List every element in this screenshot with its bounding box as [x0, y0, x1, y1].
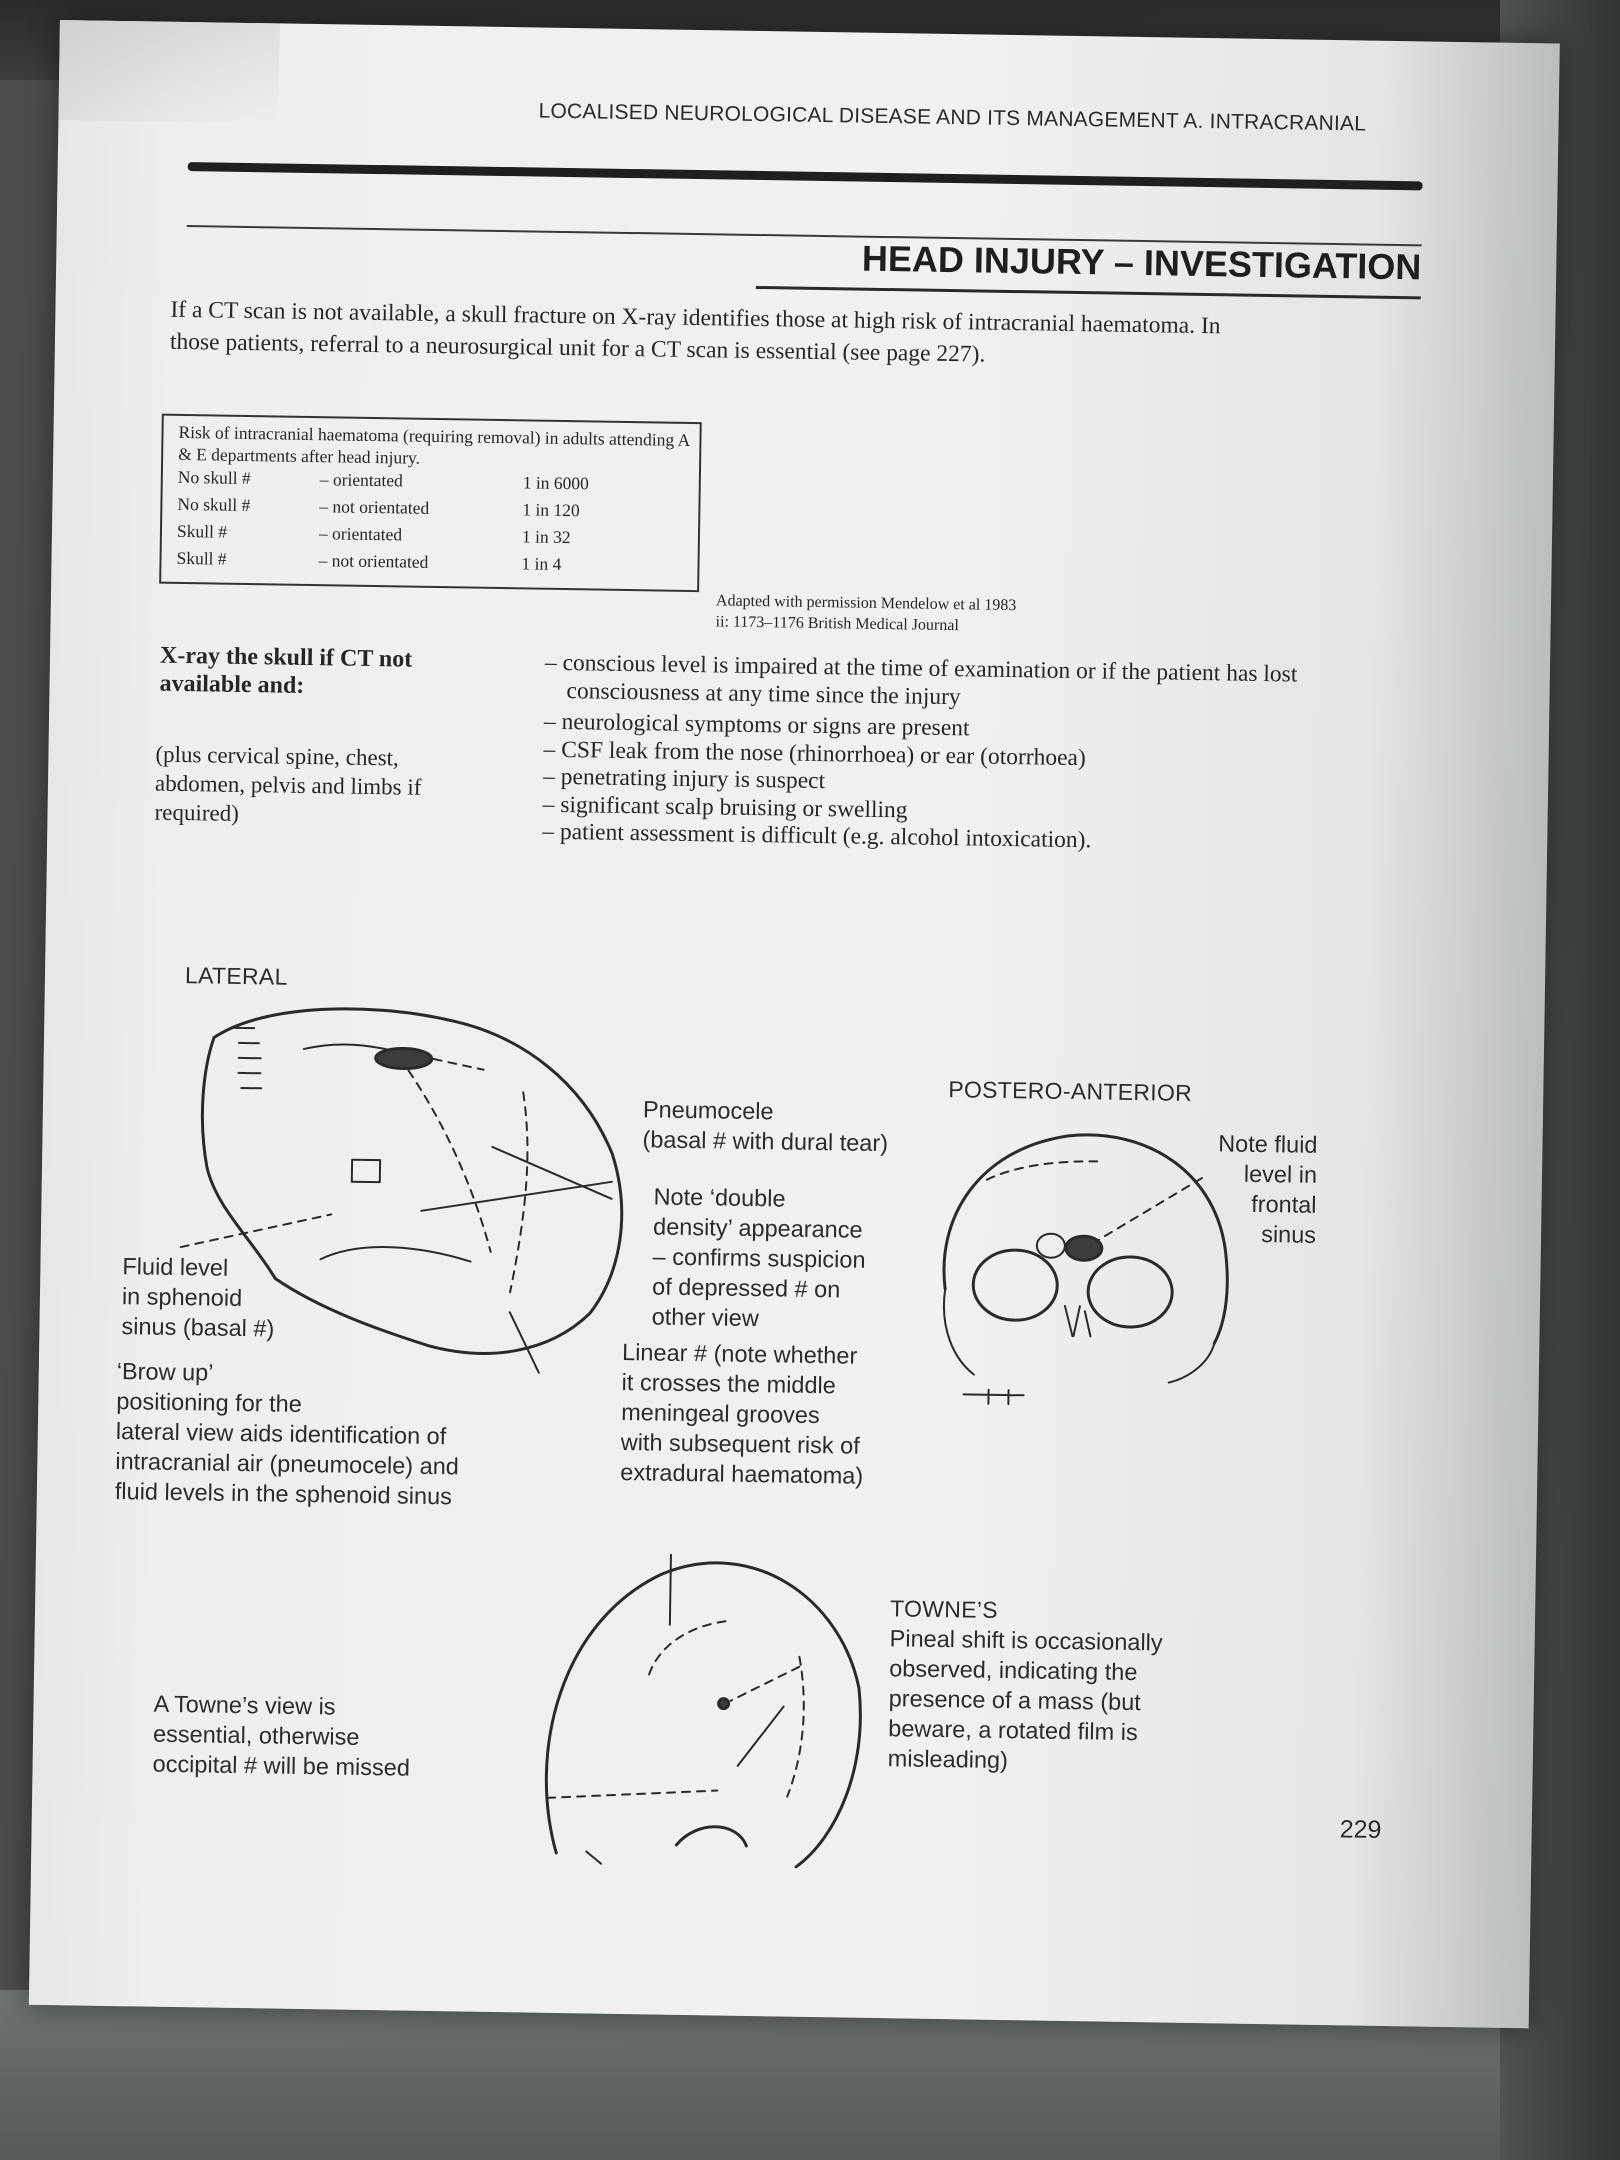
label-line: essential, otherwise: [152, 1720, 360, 1750]
fluid-level-label: [121, 1251, 275, 1343]
page-fold-shadow: [58, 20, 280, 123]
citation-line: Adapted with permission Mendelow et al 1983: [715, 592, 1017, 615]
risk-value: 1 in 6000: [522, 472, 590, 494]
townes-heading: TOWNE’S: [889, 1595, 999, 1623]
townes-note: [888, 1593, 1164, 1777]
label-line: sinus (basal #): [121, 1313, 275, 1342]
fracture-line: [406, 1071, 494, 1252]
risk-state: – not orientated: [319, 496, 430, 518]
label-line: in sphenoid: [121, 1283, 243, 1312]
linear-fracture-label: [620, 1337, 865, 1491]
xray-heading: X-ray the skull if CT not available and:: [159, 642, 413, 699]
criteria-item: – patient assessment is difficult (e.g. alcohol intoxication).: [542, 818, 1092, 854]
label-line: observed, indicating the: [889, 1655, 1138, 1686]
risk-state: – orientated: [318, 523, 403, 545]
label-line: with subsequent risk of: [620, 1428, 860, 1459]
label-line: other view: [651, 1303, 760, 1332]
risk-fracture: No skull #: [177, 493, 251, 516]
pneumocele-air: [376, 1048, 432, 1069]
label-line: ‘Brow up’: [116, 1358, 214, 1386]
label-line: (basal # with dural tear): [642, 1126, 889, 1157]
double-density-pointer-2: [421, 1179, 611, 1214]
townes-skull-drawing: [536, 1533, 871, 1868]
label-line: intracranial air (pneumocele) and: [115, 1448, 460, 1480]
header-rule-thick: [188, 162, 1423, 190]
book-page: [29, 20, 1560, 2028]
pa-teeth-marks: [963, 1389, 1023, 1404]
label-line: fluid levels in the sphenoid sinus: [114, 1478, 453, 1510]
risk-fracture: Skull #: [176, 547, 227, 569]
risk-fracture: No skull #: [177, 466, 251, 489]
groove-line: [510, 1092, 528, 1292]
label-line: extradural haematoma): [620, 1458, 864, 1489]
xray-subnote: (plus cervical spine, chest, abdomen, pelvis and limbs if required): [154, 741, 422, 826]
risk-fracture: Skull #: [176, 520, 228, 542]
risk-state: – orientated: [319, 469, 404, 491]
townes-tick: [586, 1851, 601, 1863]
criteria-item: – neurological symptoms or signs are present: [543, 708, 970, 742]
label-line: positioning for the: [116, 1388, 303, 1417]
label-line: of depressed # on: [651, 1273, 841, 1303]
pa-frontal-sinus-fluid: [1066, 1236, 1102, 1261]
citation: [715, 590, 1136, 639]
risk-table-caption: Risk of intracranial haematoma (requiring removal) in adults attending A & E departments after head injury.: [178, 421, 690, 468]
label-line: Note ‘double: [653, 1183, 786, 1212]
label-line: A Towne’s view is: [153, 1690, 336, 1720]
teeth-marks: [233, 1028, 262, 1088]
pa-note-label: [1186, 1128, 1318, 1250]
criteria-item: – penetrating injury is suspect: [542, 763, 826, 795]
xray-criteria-list: [542, 650, 1325, 859]
townes-midline-shift: [738, 1706, 784, 1767]
label-line: Pneumocele: [642, 1096, 774, 1125]
page-title: HEAD INJURY – INVESTIGATION: [861, 237, 1422, 288]
pa-right-orbit: [1088, 1256, 1173, 1327]
risk-value: 1 in 120: [522, 499, 580, 521]
label-line: Linear # (note whether: [621, 1338, 858, 1369]
label-line: misleading): [887, 1745, 1009, 1774]
townes-fracture: [787, 1657, 804, 1797]
pa-fracture-line: [987, 1160, 1097, 1182]
townes-midline: [670, 1555, 671, 1625]
label-line: it crosses the middle: [621, 1368, 837, 1399]
title-underline: [756, 286, 1421, 299]
double-density-label: [651, 1181, 866, 1334]
label-line: beware, a rotated film is: [888, 1715, 1138, 1746]
risk-value: 1 in 32: [521, 526, 571, 548]
sella-marker: [352, 1160, 380, 1182]
townes-suture: [649, 1619, 730, 1675]
label-line: lateral view aids identification of: [115, 1418, 447, 1450]
label-line: – confirms suspicion: [652, 1243, 866, 1273]
label-line: frontal: [1251, 1190, 1317, 1218]
townes-pineal: [719, 1699, 729, 1709]
criteria-item: – significant scalp bruising or swelling: [542, 791, 908, 823]
label-line: Fluid level: [122, 1253, 229, 1281]
townes-skull-outline: [545, 1560, 863, 1868]
pa-heading: POSTERO-ANTERIOR: [948, 1076, 1193, 1106]
brow-up-label: [115, 1356, 461, 1511]
citation-line: ii: 1173–1176 British Medical Journal: [715, 613, 959, 635]
label-line: occipital # will be missed: [152, 1750, 411, 1781]
label-line: presence of a mass (but: [888, 1685, 1142, 1716]
risk-state: – not orientated: [318, 550, 429, 572]
label-line: meningeal grooves: [621, 1398, 820, 1429]
criteria-item: – CSF leak from the nose (rhinorrhoea) or ear (otorrhoea): [543, 736, 1087, 771]
pa-jaw-outline: [943, 1289, 1215, 1383]
running-header: LOCALISED NEUROLOGICAL DISEASE AND ITS MANAGEMENT A. INTRACRANIAL: [538, 99, 1367, 136]
pa-frontal-sinus-left: [1037, 1233, 1065, 1257]
risk-value: 1 in 4: [521, 553, 562, 574]
label-line: Pineal shift is occasionally: [889, 1625, 1163, 1656]
linear-pointer: [509, 1312, 540, 1372]
pa-nasal-marks: [1064, 1306, 1090, 1336]
label-line: density’ appearance: [652, 1213, 863, 1243]
townes-foramen: [676, 1826, 746, 1846]
skull-base: [321, 1246, 471, 1262]
townes-occipital-pointer: [547, 1788, 717, 1801]
townes-essential-label: [152, 1689, 411, 1783]
label-line: level in: [1243, 1160, 1318, 1188]
pa-left-orbit: [973, 1250, 1058, 1321]
label-line: Note fluid: [1218, 1130, 1318, 1158]
intro-paragraph: If a CT scan is not available, a skull fracture on X-ray identifies those at high risk of intracranial haematoma. In those patients, referral to a neurosurgical unit for a CT scan is essential (see page 227).: [169, 296, 1221, 368]
townes-pineal-pointer: [731, 1666, 800, 1702]
page-number: 229: [1339, 1815, 1382, 1844]
label-line: sinus: [1261, 1221, 1317, 1248]
pneumocele-pointer: [434, 1059, 484, 1070]
pneumocele-label: [642, 1094, 888, 1158]
lateral-heading: LATERAL: [184, 962, 288, 990]
fluid-pointer: [181, 1212, 332, 1249]
criteria-item: – conscious level is impaired at the time of examination or if the patient has lost consciousness at any time since the injury: [544, 649, 1298, 710]
